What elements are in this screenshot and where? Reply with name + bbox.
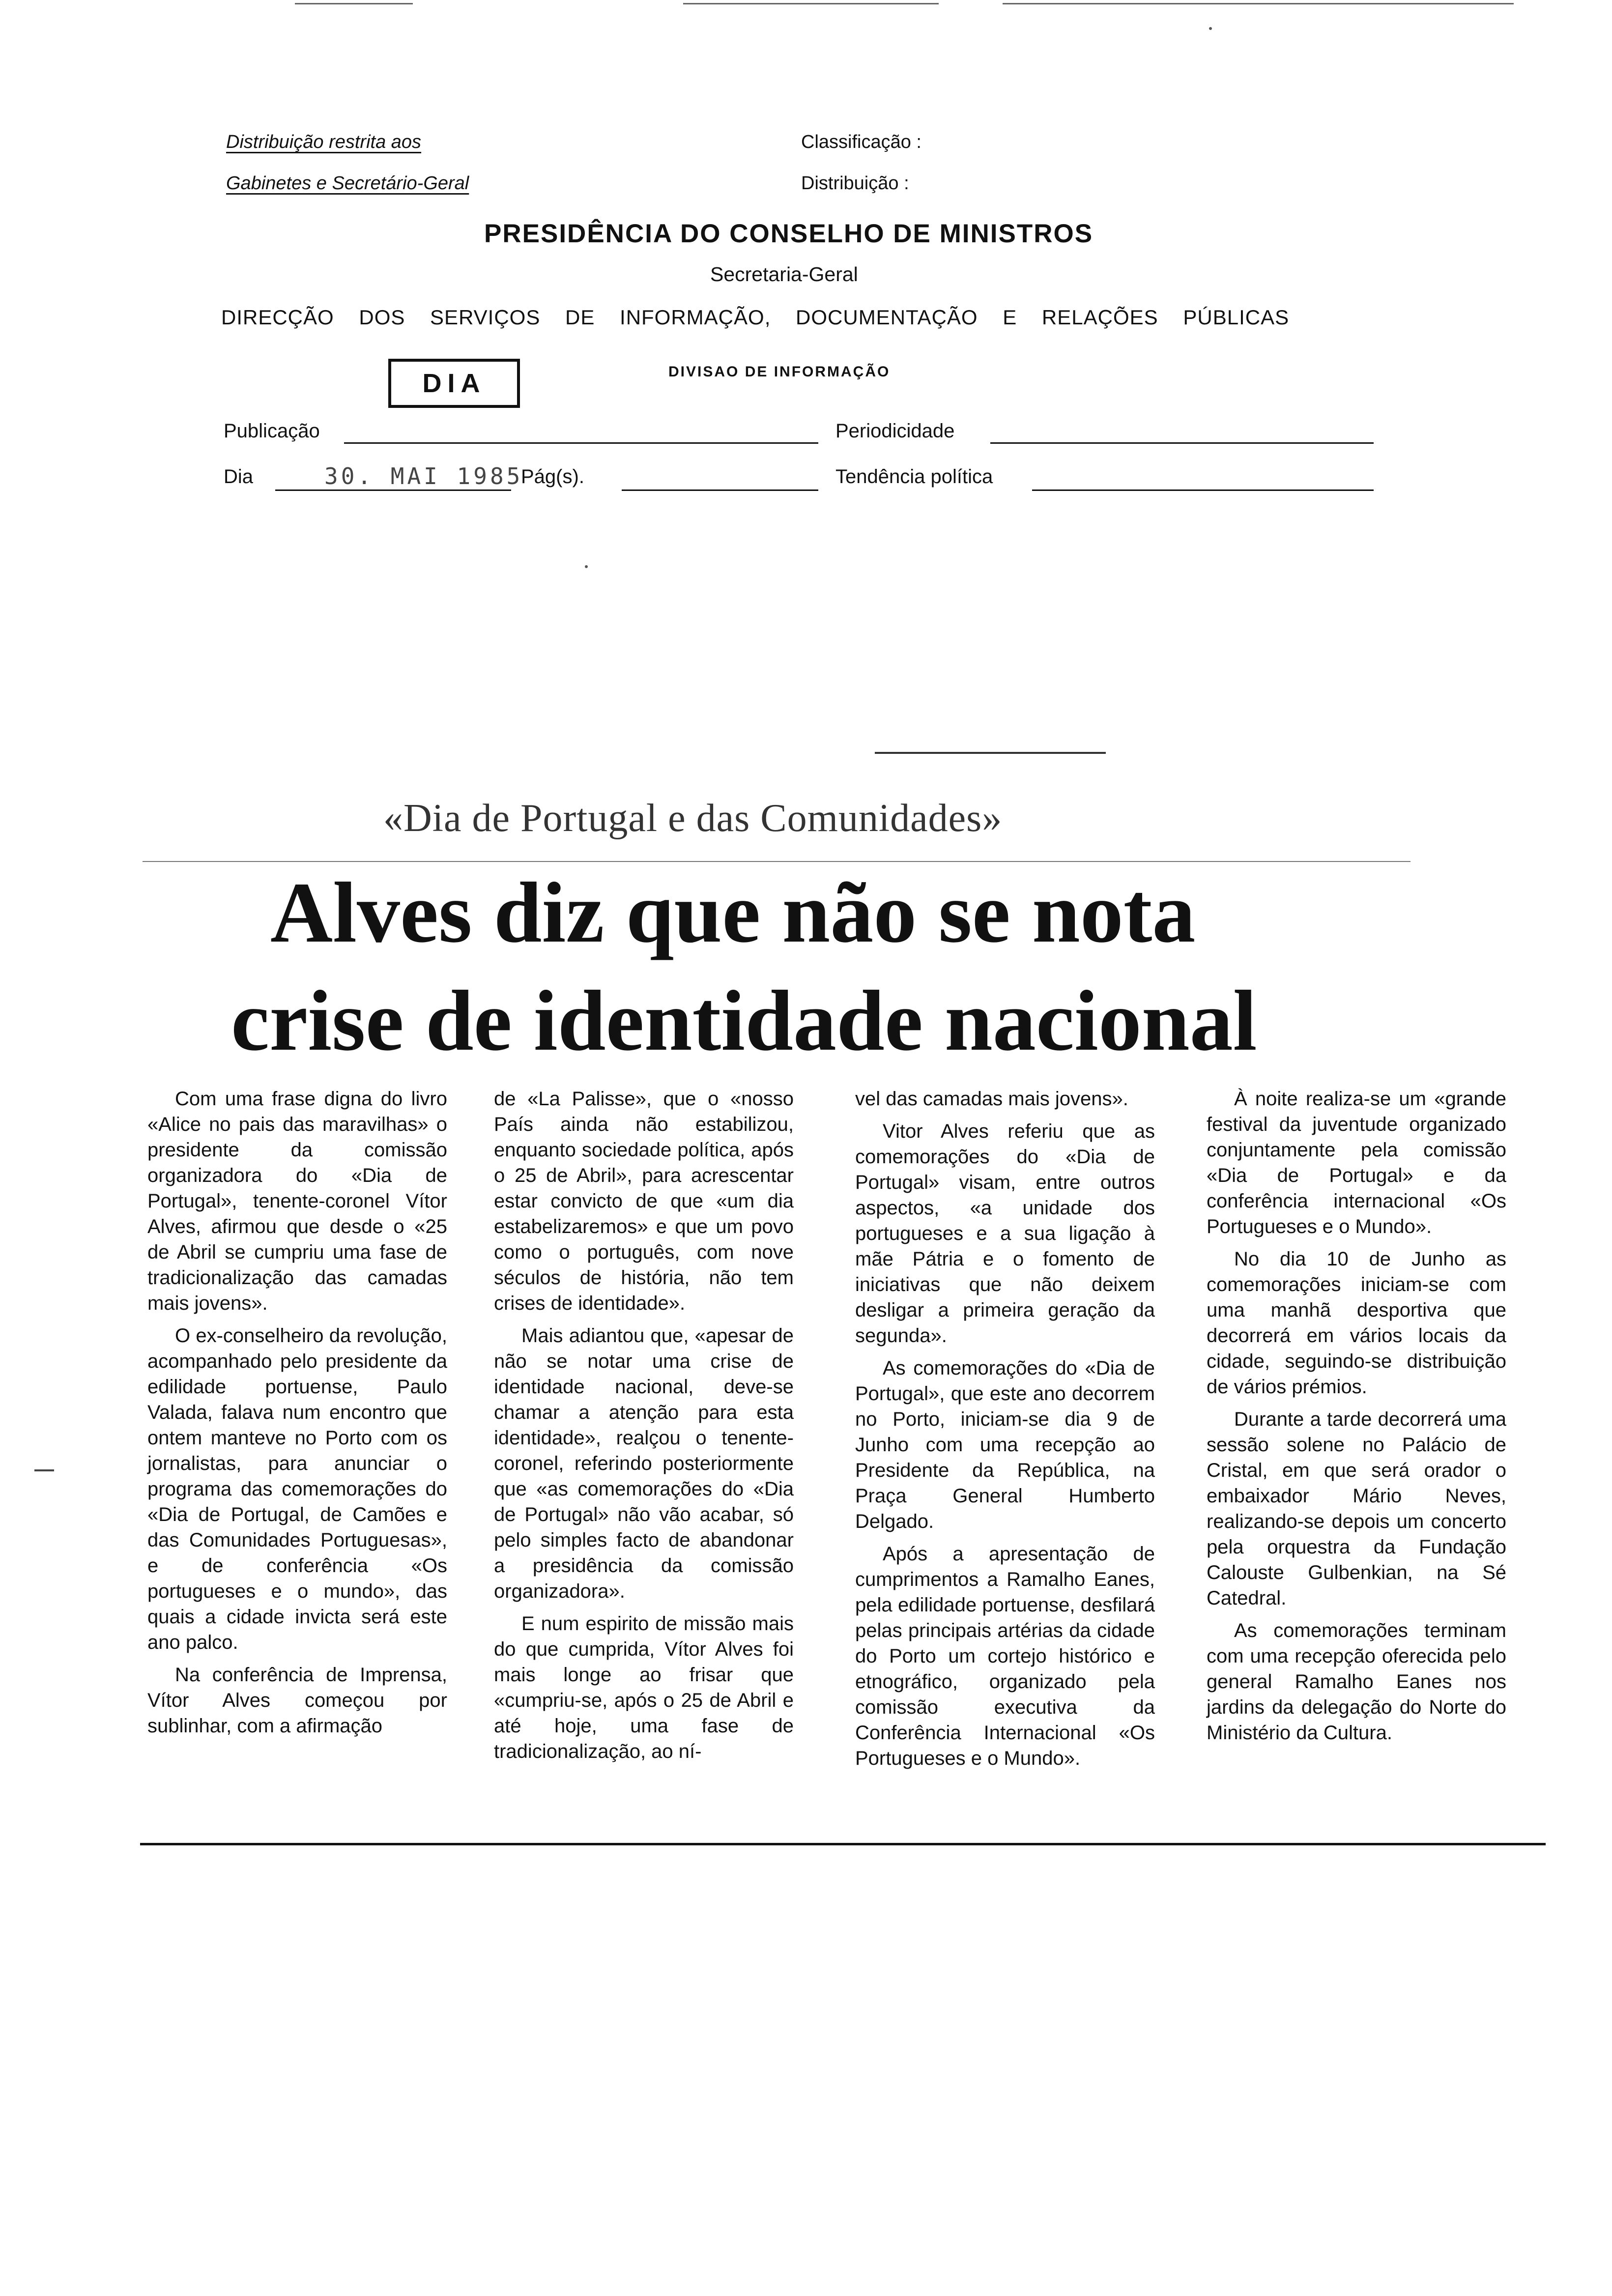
tendencia-field-line [1032,489,1374,491]
article-column-3 [855,1086,1155,1778]
restricted-distribution-line1: Distribuição restrita aos [226,132,422,152]
dia-label: Dia [224,466,254,488]
scan-artifact-line [295,3,413,4]
article-paragraph: No dia 10 de Junho as comemorações iniciam-se com uma manhã desportiva que decorrerá em vários locais da cidade, seguindo-se distribuição de vários prémios. [1207,1248,1506,1398]
classificacao-label: Classificação : [801,132,921,152]
article-paragraph: E num espirito de missão mais do que cumprida, Vítor Alves foi mais longe ao frisar que «cumpriu-se, após o 25 de Abril e até hoje, uma fase de tradicionalização, ao ní- [494,1613,794,1762]
article-paragraph: Após a apresentação de cumprimentos a Ramalho Eanes, pela edilidade portuense, desfilará pelas principais artérias da cidade do Porto um cortejo histórico e etnográfico, organizado pela comissão executiva da Conferência Internacional «Os Portugueses e o Mundo». [855,1543,1155,1769]
article-overline: «Dia de Portugal e das Comunidades» [383,797,1003,840]
tendencia-label: Tendência política [835,466,993,488]
article-headline-line1: Alves diz que não se nota [270,865,1196,961]
publicacao-label: Publicação [224,420,320,442]
pags-label: Pág(s). [521,466,584,488]
article-headline-line2: crise de identidade nacional [231,973,1257,1069]
overline-rule [143,861,1410,862]
article-paragraph: Durante a tarde decorrerá uma sessão solene no Palácio de Cristal, em que será orador o embaixador Mário Neves, realizando-se depois um concerto pela orquestra da Fundação Calouste Gulbenkian, na Sé Catedral. [1207,1408,1506,1609]
article-bottom-rule [140,1843,1546,1845]
article-paragraph: Com uma frase digna do livro «Alice no pais das maravilhas» o presidente da comissão organizadora do «Dia de Portugal», tenente-coronel Vítor Alves, afirmou que desde o «25 de Abril se cumpriu uma fase de tradicionalização das camadas mais jovens». [147,1088,447,1314]
dia-field-line [275,489,511,491]
direccao-title: DIRECÇÃO DOS SERVIÇOS DE INFORMAÇÃO, DOCUMENTAÇÃO E RELAÇÕES PÚBLICAS [221,306,1290,329]
article-paragraph: vel das camadas mais jovens». [855,1088,1128,1110]
scan-artifact-line [1003,3,1514,4]
publication-box [388,359,520,408]
pags-field-line [622,489,818,491]
secretaria-title: Secretaria-Geral [710,263,858,286]
article-column-1 [147,1086,447,1746]
article-paragraph: O ex-conselheiro da revolução, acompanhado pelo presidente da edilidade portuense, Paulo Valada, falava num encontro que ontem manteve no Porto com os jornalistas, para anunciar o programa das comemorações do «Dia de Portugal, de Camões e das Comunidades Portuguesas», e de conferência «Os portugueses e o mundo», das quais a cidade invicta será este ano palco. [147,1325,447,1653]
scan-artifact-line [683,3,939,4]
article-paragraph: Na conferência de Imprensa, Vítor Alves começou por sublinhar, com a afirmação [147,1664,447,1737]
periodicidade-field-line [990,442,1374,444]
publicacao-field-line [344,442,818,444]
article-paragraph: As comemorações do «Dia de Portugal», que este ano decorrem no Porto, iniciam-se dia 9 de Junho com uma recepção ao Presidente da República, na Praça General Humberto Delgado. [855,1357,1155,1532]
article-paragraph: Mais adiantou que, «apesar de não se notar uma crise de identidade nacional, deve-se chamar a atenção para esta identidade», realçou o tenente-coronel, referindo posteriormente que «as comemorações do «Dia de Portugal» não vão acabar, só pelo simples facto de abandonar a presidência da comissão organizadora». [494,1325,794,1602]
publication-box-label: DIA [422,369,486,398]
article-paragraph: As comemorações terminam com uma recepção oferecida pelo general Ramalho Eanes nos jardins da delegação do Norte do Ministério da Cultura. [1207,1620,1506,1744]
article-top-rule [875,752,1106,754]
scan-speck [1209,27,1212,30]
scan-speck [585,565,588,568]
divisao-title: DIVISAO DE INFORMAÇÃO [668,364,891,380]
ministry-title: PRESIDÊNCIA DO CONSELHO DE MINISTROS [484,219,1094,248]
article-column-2 [494,1086,794,1771]
article-paragraph: de «La Palisse», que o «nosso País ainda não estabilizou, enquanto sociedade política, após o 25 de Abril», para acrescentar estar convicto de que «um dia estabelizaremos» e que um povo como o português, com nove séculos de história, não tem crises de identidade». [494,1088,794,1314]
article-column-4 [1207,1086,1506,1752]
article-paragraph: Vitor Alves referiu que as comemorações do «Dia de Portugal» visam, entre outros aspectos, «a unidade dos portugueses e a sua ligação à mãe Pátria e o fomento de iniciativas que não deixem desligar a primeira geração da segunda». [855,1120,1155,1347]
dia-date-stamp: 30. MAI 1985 [324,463,523,489]
distribuicao-label: Distribuição : [801,173,909,194]
periodicidade-label: Periodicidade [835,420,955,442]
article-paragraph: À noite realiza-se um «grande festival da juventude organizado conjuntamente pela comissão «Dia de Portugal» e da conferência internacional «Os Portugueses e o Mundo». [1207,1088,1506,1237]
margin-mark [34,1469,54,1471]
restricted-distribution-line2: Gabinetes e Secretário-Geral [226,173,469,194]
